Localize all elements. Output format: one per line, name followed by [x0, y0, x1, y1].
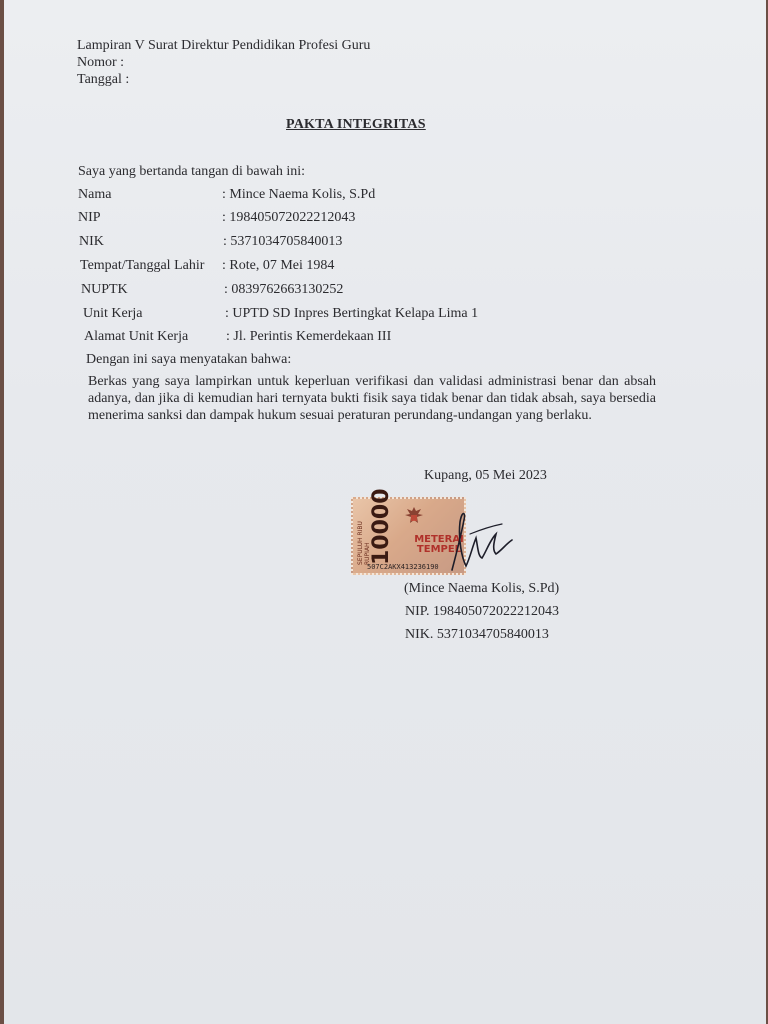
- stamp-side-text: SEPULUH RIBU RUPIAH: [357, 521, 371, 565]
- signatory-name: (Mince Naema Kolis, S.Pd): [404, 581, 560, 596]
- stamp-serial: 507C2AKX413236190: [367, 563, 439, 571]
- field-value-birth: : Rote, 07 Mei 1984: [222, 258, 335, 273]
- field-value-nama: : Mince Naema Kolis, S.Pd: [222, 187, 376, 202]
- header-attachment-line: Lampiran V Surat Direktur Pendidikan Profesi Guru: [77, 38, 371, 53]
- field-value-unit: : UPTD SD Inpres Bertingkat Kelapa Lima 1: [225, 306, 479, 321]
- field-label-birth: Tempat/Tanggal Lahir: [80, 258, 205, 273]
- field-label-address: Alamat Unit Kerja: [84, 329, 189, 344]
- field-value-address: : Jl. Perintis Kemerdekaan III: [226, 329, 392, 344]
- signatory-nip: NIP. 198405072022212043: [405, 604, 560, 619]
- field-label-nik: NIK: [79, 234, 104, 249]
- document-title: PAKTA INTEGRITAS: [286, 117, 426, 132]
- handwritten-signature: [440, 500, 520, 580]
- field-value-nuptk: : 0839762663130252: [224, 282, 344, 297]
- header-tanggal: Tanggal :: [77, 72, 130, 87]
- field-value-nip: : 198405072022212043: [222, 210, 356, 225]
- statement-intro: Dengan ini saya menyatakan bahwa:: [86, 352, 292, 367]
- intro-text: Saya yang bertanda tangan di bawah ini:: [78, 164, 306, 179]
- field-label-nip: NIP: [78, 210, 101, 225]
- stamp-label-line2: TEMPEL: [416, 544, 462, 555]
- document-page: [4, 0, 766, 1024]
- field-label-nuptk: NUPTK: [81, 282, 128, 297]
- field-value-nik: : 5371034705840013: [223, 234, 343, 249]
- signatory-nik: NIK. 5371034705840013: [405, 627, 549, 642]
- stamp-label-line1: METERAI: [414, 534, 464, 545]
- garuda-emblem-icon: [403, 505, 425, 529]
- stamp-value: 10000: [369, 488, 394, 565]
- field-label-nama: Nama: [78, 187, 112, 202]
- header-nomor: Nomor :: [77, 55, 125, 70]
- statement-body: Berkas yang saya lampirkan untuk keperluan verifikasi dan validasi administrasi benar dan absah adanya, dan jika di kemudian hari ternyata bukti fisik saya tidak benar dan tidak absah, saya bersedia menerima sanksi dan dampak hukum sesuai peraturan perundang-undangan yang berlaku.: [88, 374, 656, 423]
- field-label-unit: Unit Kerja: [83, 306, 143, 321]
- place-date: Kupang, 05 Mei 2023: [424, 468, 547, 483]
